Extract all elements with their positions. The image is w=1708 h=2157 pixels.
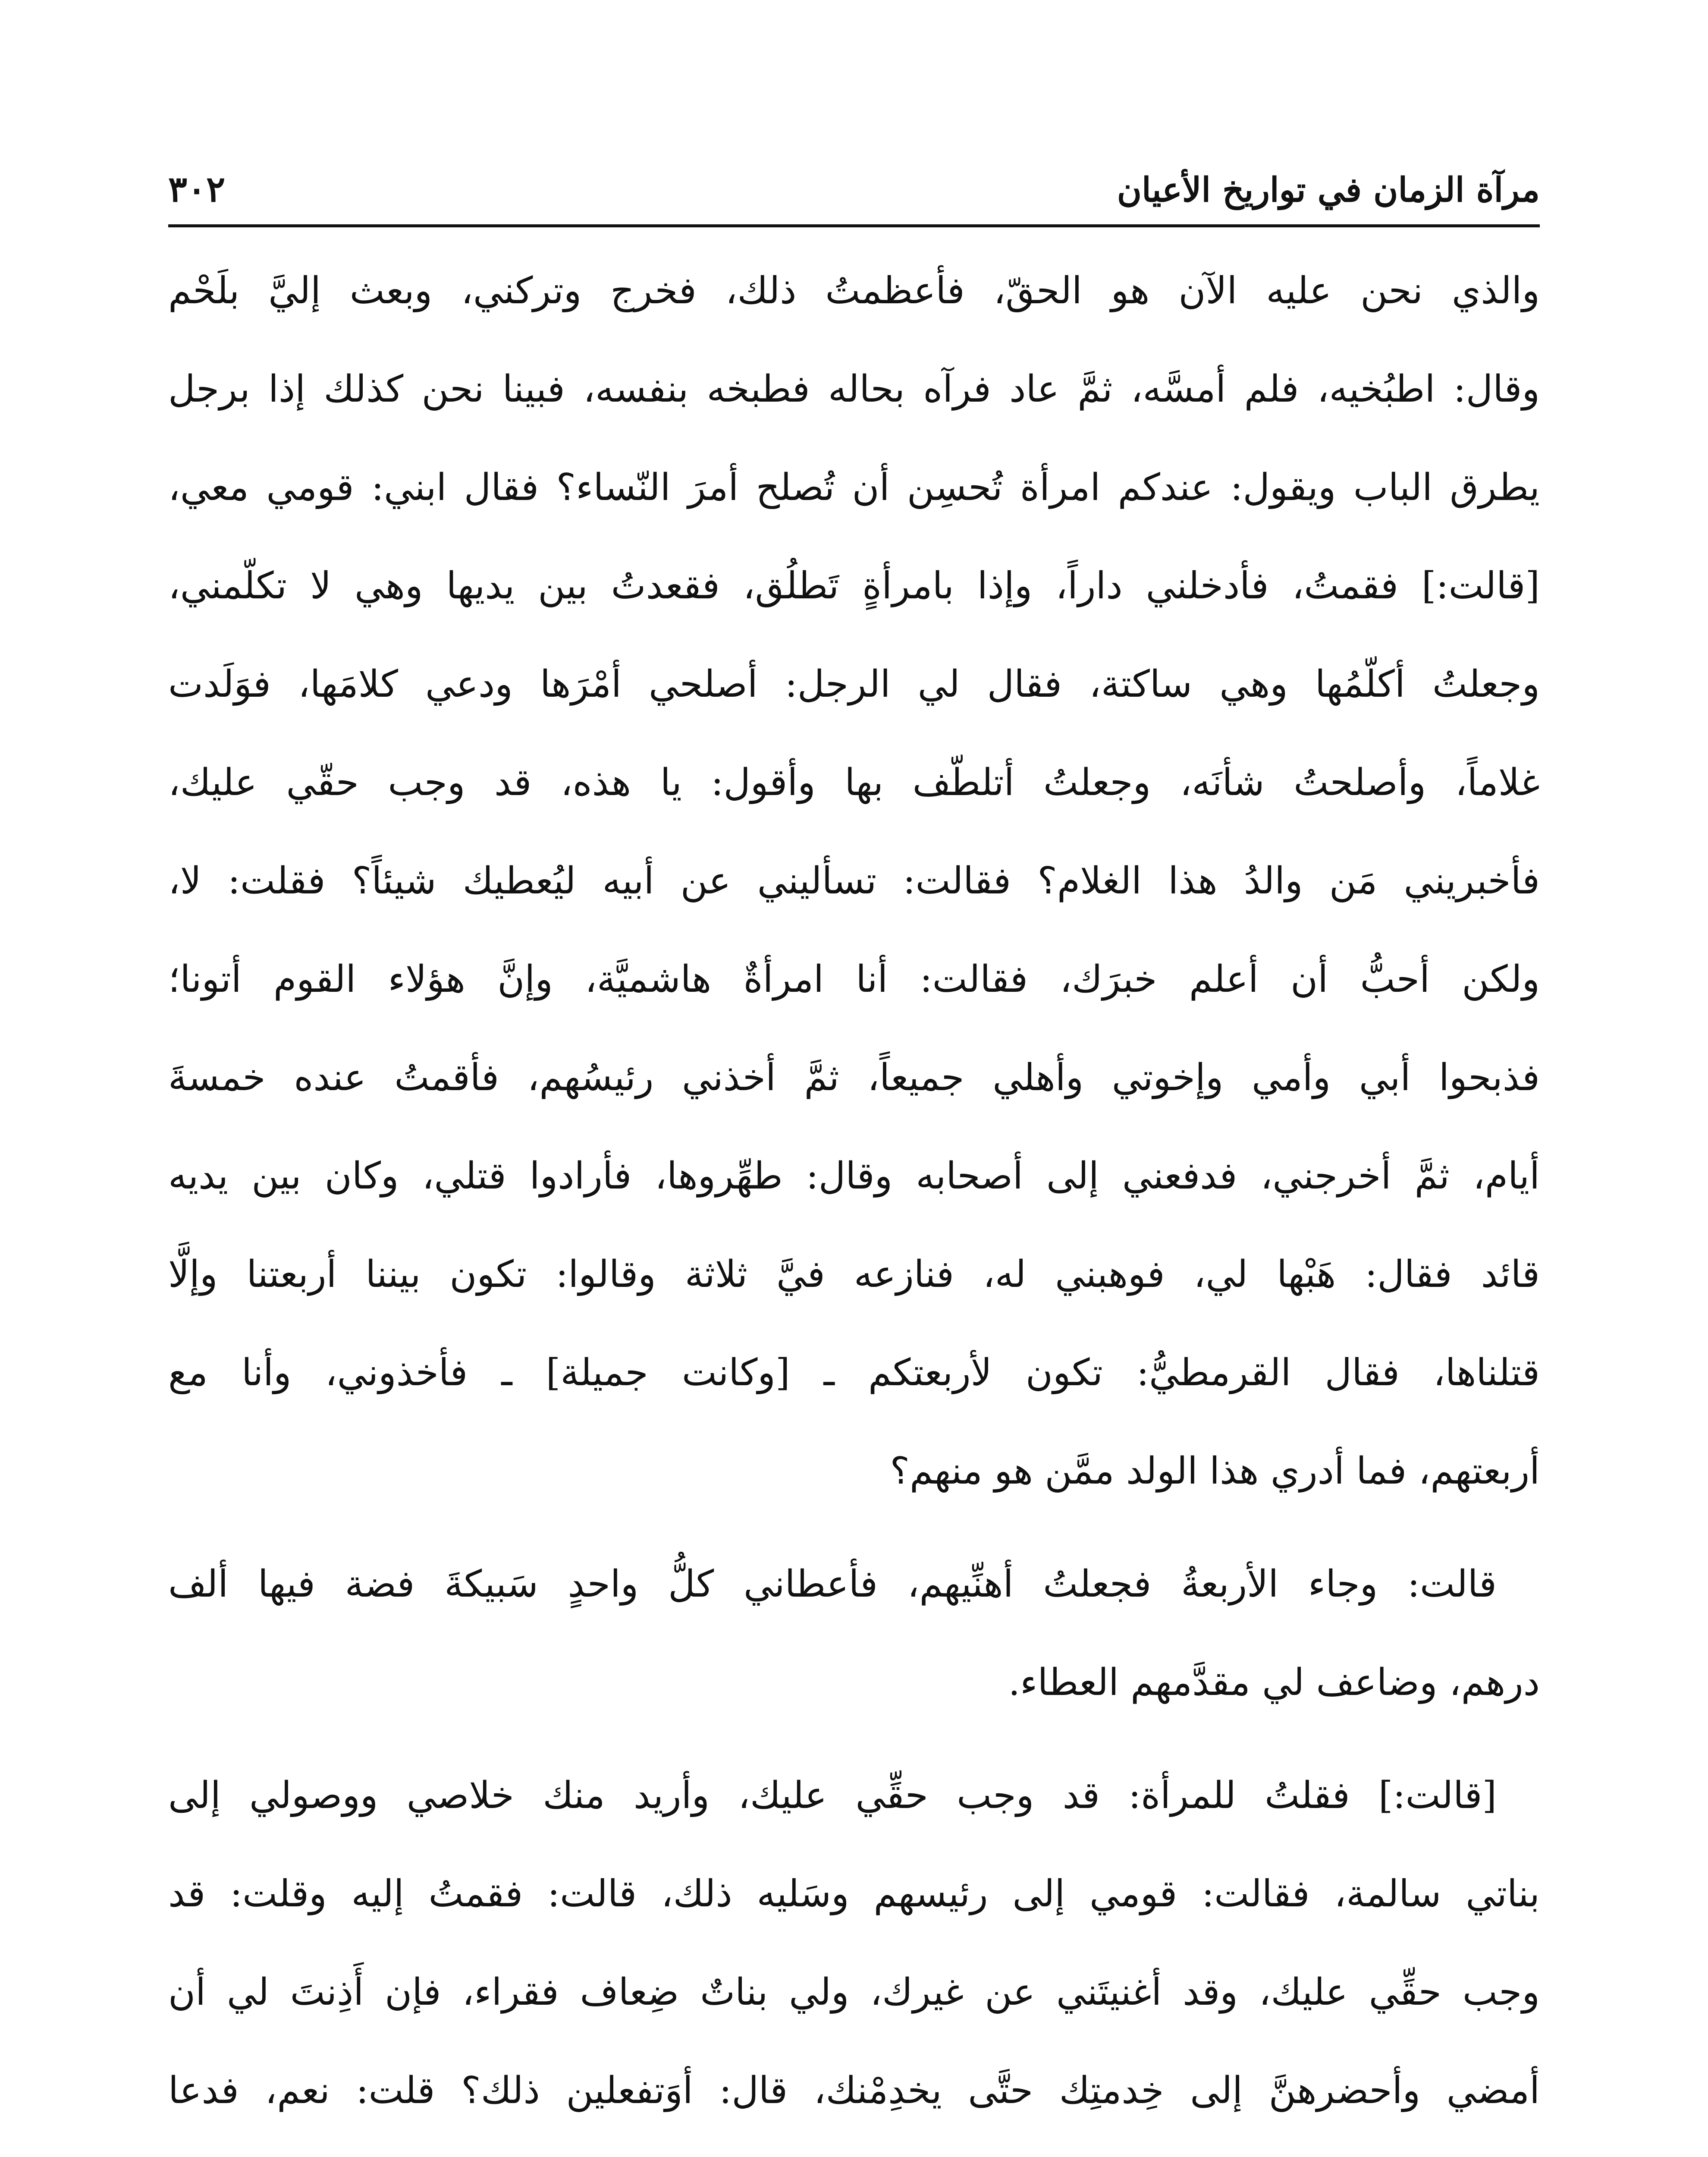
text-line: [قالت:] فقمتُ، فأدخلني داراً، وإذا بامرأةٍ تَطلُق، فقعدتُ بين يديها وهي لا تكلّمني، [168,564,1540,607]
text-line: قائد فقال: هَبْها لي، فوهبني له، فنازعه فيَّ ثلاثة وقالوا: تكون بيننا أربعتنا وإلَّا [168,1253,1540,1296]
text-line: أيام، ثمَّ أخرجني، فدفعني إلى أصحابه وقال: طهِّروها، فأرادوا قتلي، وكان بين يديه [168,1154,1540,1198]
paragraph [168,242,1540,1520]
text-line: أربعتهم، فما أدري هذا الولد ممَّن هو منهم؟ [890,1450,1540,1493]
text-line: غلاماً، وأصلحتُ شأنَه، وجعلتُ أتلطّف بها وأقول: يا هذه، قد وجب حقّي عليك، [168,761,1540,804]
text-line: قالت: وجاء الأربعةُ فجعلتُ أهنِّيهم، فأعطاني كلُّ واحدٍ سَبيكةَ فضة فيها ألف [168,1563,1497,1606]
text-line [168,2140,1540,2157]
paragraph [168,1746,1540,2157]
text-line: فأخبريني مَن والدُ هذا الغلام؟ فقالت: تسأليني عن أبيه ليُعطيك شيئاً؟ فقلت: لا، [168,859,1540,902]
text-line: فذبحوا أبي وأمي وإخوتي وأهلي جميعاً، ثمَّ أخذني رئيسُهم، فأقمتُ عنده خمسةَ [168,1056,1540,1099]
text-line: [قالت:] فقلتُ للمرأة: قد وجب حقِّي عليك، وأريد منك خلاصي ووصولي إلى [168,1774,1497,1817]
text-line: قتلناها، فقال القرمطيُّ: تكون لأربعتكم ـ [وكانت جميلة] ـ فأخذوني، وأنا مع [168,1351,1540,1394]
text-line: درهم، وضاعف لي مقدَّمهم العطاء. [1008,1661,1540,1704]
text-line: وجعلتُ أكلّمُها وهي ساكتة، فقال لي الرجل: أصلحي أمْرَها ودعي كلامَها، فوَلَدت [168,663,1540,706]
text-line: ولكن أحبُّ أن أعلم خبرَك، فقالت: أنا امرأةٌ هاشميَّة، وإنَّ هؤلاء القوم أتونا؛ [168,958,1540,1001]
header-divider [168,224,1540,227]
text-line: أمضي وأحضرهنَّ إلى خِدمتِك حتَّى يخدِمْنك، قال: أوَتفعلين ذلك؟ قلت: نعم، فدعا [168,2069,1540,2112]
text-line: والذي نحن عليه الآن هو الحقّ، فأعظمتُ ذلك، فخرج وتركني، وبعث إليَّ بلَحْم [168,269,1540,312]
text-line: يطرق الباب ويقول: عندكم امرأة تُحسِن أن تُصلح أمرَ النّساء؟ فقال ابني: قومي معي، [168,466,1540,509]
running-header [168,142,1540,210]
text-line: بناتي سالمة، فقالت: قومي إلى رئيسهم وسَليه ذلك، قالت: فقمتُ إليه وقلت: قد [168,1872,1540,1915]
page-number: ٣٠٢ [168,169,226,210]
running-title: مرآة الزمان في تواريخ الأعيان [1117,170,1540,210]
text-line: وقال: اطبُخيه، فلم أمسَّه، ثمَّ عاد فرآه بحاله فطبخه بنفسه، فبينا نحن كذلك إذا برجل [168,368,1540,411]
text-line: وجب حقِّي عليك، وقد أغنيتَني عن غيرك، ولي بناتٌ ضِعاف فقراء، فإن أَذِنتَ لي أن [168,1971,1540,2014]
body-text [168,242,1540,2157]
paragraph [168,1535,1540,1732]
